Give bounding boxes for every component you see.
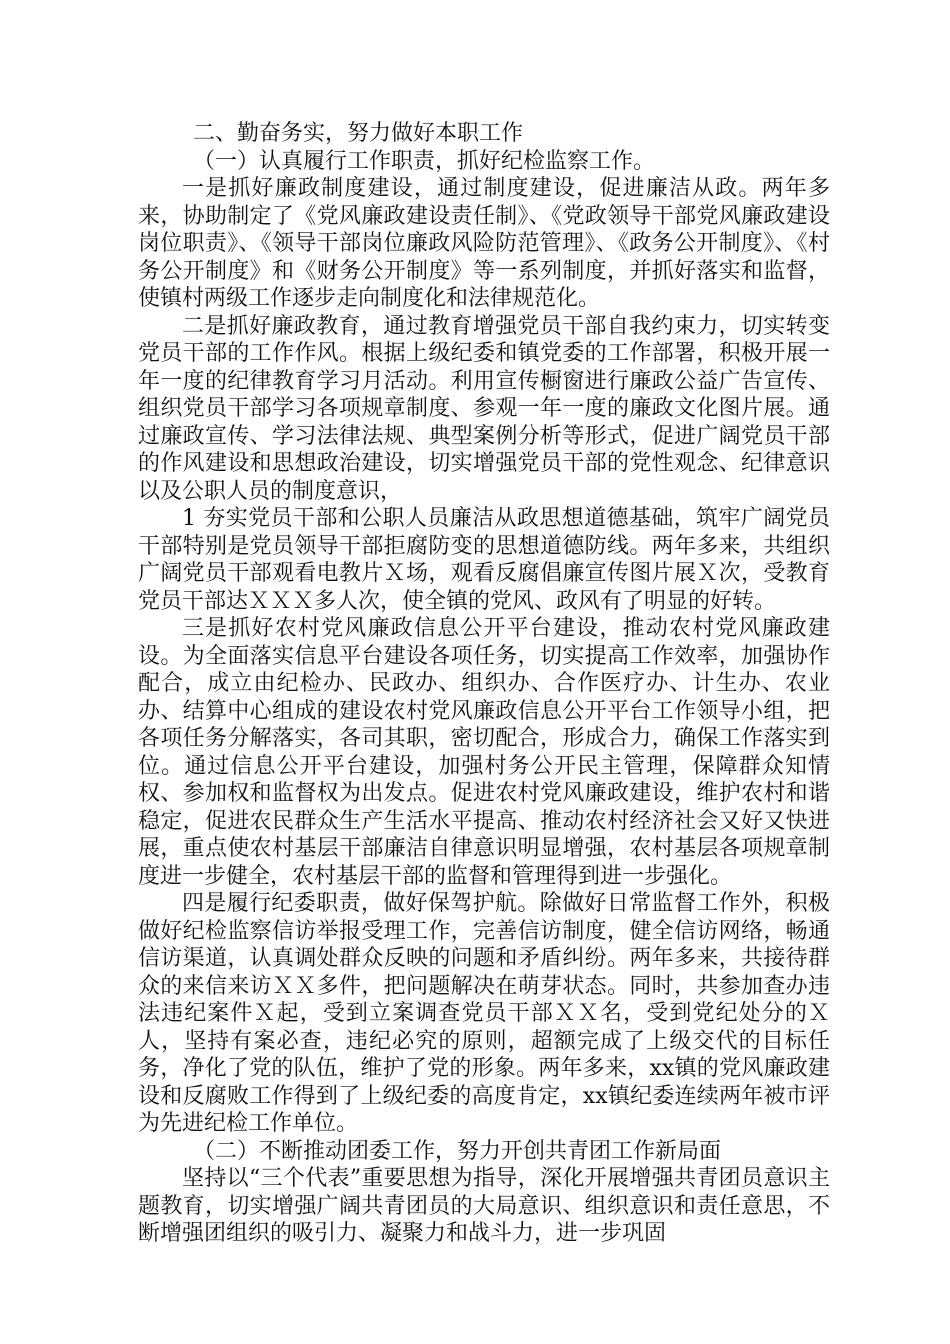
subsection-heading-1: （一）认真履行工作职责，抓好纪检监察工作。 [193, 148, 656, 174]
paragraph-institution-building: 一是抓好廉政制度建设，通过制度建设，促进廉洁从政。两年多来，协助制定了《党风廉政建设责任制》、《党政领导干部党风廉政建设岗位职责》、《领导干部岗位廉政风险防范管理》、《政务公开制度》、《村务公开制度》和《财务公开制度》等一系列制度，并抓好落实和监督，使镇村两级工作逐步走向制度化和法律规范化。 [138, 176, 830, 311]
paragraph-discipline-duties: 四是履行纪委职责，做好保驾护航。除做好日常监督工作外，积极做好纪检监察信访举报受理工作，完善信访制度，健全信访网络，畅通信访渠道，认真调处群众反映的问题和矛盾纠纷。两年多来，共接待群众的来信来访ＸＸ多件，把问题解决在萌芽状态。同时，共参加查办违法违纪案件Ｘ起，受到立案调查党员干部ＸＸ名，受到党纪处分的Ｘ人，坚持有案必查，违纪必究的原则，超额完成了上级交代的目标任务，净化了党的队伍，维护了党的形象。两年多来，xx镇的党风廉政建设和反腐败工作得到了上级纪委的高度肯定，xx镇纪委连续两年被市评为先进纪检工作单位。 [138, 891, 830, 1136]
paragraph-integrity-education: 二是抓好廉政教育，通过教育增强党员干部自我约束力，切实转变党员干部的工作作风。根据上级纪委和镇党委的工作部署，积极开展一年一度的纪律教育学习月活动。利用宣传橱窗进行廉政公益广告宣传、组织党员干部学习各项规章制度、参观一年一度的廉政文化图片展。通过廉政宣传、学习法律法规、典型案例分析等形式，促进广阔党员干部的作风建设和思想政治建设，切实增强党员干部的党性观念、纪律意识以及公职人员的制度意识， [138, 313, 830, 504]
document-body [138, 120, 830, 1248]
paragraph-information-platform: 三是抓好农村党风廉政信息公开平台建设，推动农村党风廉政建设。为全面落实信息平台建设各项任务，切实提高工作效率，加强协作配合，成立由纪检办、民政办、组织办、合作医疗办、计生办、农业办、结算中心组成的建设农村党风廉政信息公开平台工作领导小组，把各项任务分解落实，各司其职，密切配合，形成合力，确保工作落实到位。通过信息公开平台建设，加强村务公开民主管理，保障群众知情权、参加权和监督权为出发点。促进农村党风廉政建设，维护农村和谐稳定，促进农民群众生产生活水平提高、推动农村经济社会又好又快进展，重点使农村基层干部廉洁自律意识明显增强，农村基层各项规章制度进一步健全，农村基层干部的监督和管理得到进一步强化。 [138, 616, 830, 889]
section-heading: 二、勤奋务实，努力做好本职工作 [193, 121, 524, 146]
paragraph-ideological-foundation: 1 夯实党员干部和公职人员廉洁从政思想道德基础，筑牢广阔党员干部特别是党员领导干部拒腐防变的思想道德防线。两年多来，共组织广阔党员干部观看电教片Ｘ场，观看反腐倡廉宣传图片展Ｘ次，受教育党员干部达ＸＸＸ多人次，使全镇的党风、政风有了明显的好转。 [138, 506, 830, 614]
paragraph-youth-league: 坚持以“三个代表”重要思想为指导，深化开展增强共青团员意识主题教育，切实增强广阔共青团员的大局意识、组织意识和责任意思，不断增强团组织的吸引力、凝聚力和战斗力，进一步巩固 [138, 1166, 830, 1246]
subsection-heading-2: （二）不断推动团委工作，努力开创共青团工作新局面 [193, 1138, 722, 1164]
